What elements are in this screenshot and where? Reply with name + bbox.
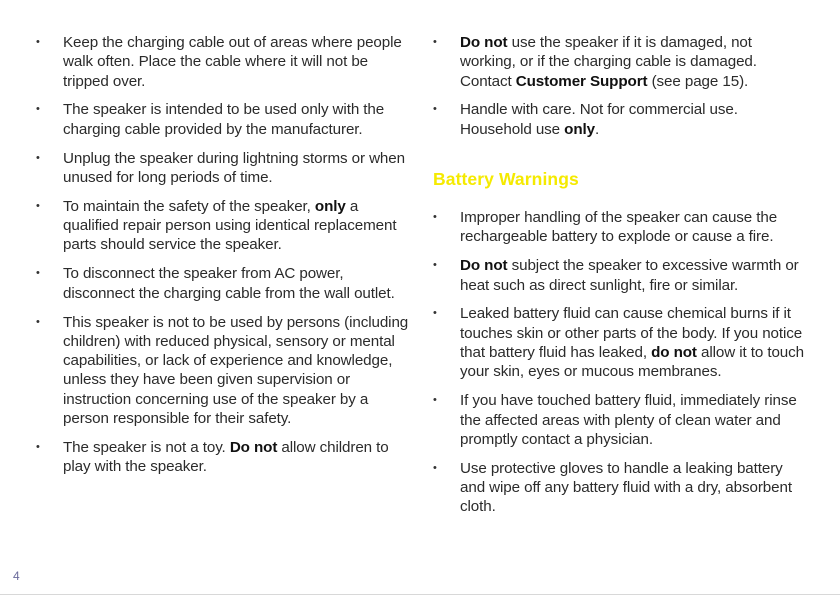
bullet-icon: • [433, 461, 437, 474]
item-text: This speaker is not to be used by persons (including children) with reduced physical, sensory or mental capabilities, or lack of experience and knowledge, unless they have been given supervision or instruction concerning use of the speaker by a person responsible for their safety. [63, 313, 409, 428]
battery-warnings-heading: Battery Warnings [433, 169, 579, 190]
emphasis-text: Do not [460, 34, 508, 51]
list-item [36, 100, 416, 139]
bullet-icon: • [433, 259, 437, 272]
item-text: Unplug the speaker during lightning storms or when unused for long periods of time. [63, 149, 405, 186]
item-text: (see page 15). [647, 72, 749, 90]
list-item [36, 264, 416, 303]
emphasis-text: only [564, 120, 595, 138]
list-item [433, 33, 805, 91]
item-text: a qualified repair person using identical replacement parts should service the speaker. [63, 197, 397, 254]
item-text: allow it to touch your skin, eyes or mucous membranes. [460, 344, 804, 381]
usage-list [433, 33, 805, 139]
item-text: To maintain the safety of the speaker, [63, 197, 315, 215]
emphasis-text: Do not [460, 257, 508, 275]
list-item [36, 149, 416, 188]
item-text: The speaker is not a toy. [63, 438, 230, 456]
list-item [36, 197, 416, 255]
emphasis-text: only [314, 197, 346, 215]
item-text: The speaker is intended to be used only with the charging cable provided by the manufacturer. [63, 101, 385, 138]
bullet-icon: • [433, 103, 437, 116]
left-column [36, 33, 416, 486]
item-text: use the speaker if it is damaged, not working, or if the charging cable is damaged. Contact [460, 34, 757, 90]
list-item [36, 33, 416, 91]
item-text: Improper handling of the speaker can cause the rechargeable battery to explode or cause a fire. [460, 209, 778, 246]
bullet-icon: • [433, 36, 437, 48]
bullet-icon: • [433, 307, 437, 320]
item-text: Keep the charging cable out of areas where people walk often. Place the cable where it will not be tripped over. [63, 34, 402, 90]
item-text: allow children to play with the speaker. [63, 438, 389, 476]
list-item [36, 313, 416, 429]
bullet-icon: • [433, 394, 437, 407]
bullet-icon: • [36, 103, 40, 116]
bullet-icon: • [36, 36, 40, 48]
item-text: Handle with care. Not for commercial use. Household use [460, 101, 738, 138]
bullet-icon: • [36, 440, 40, 453]
right-column [433, 33, 805, 526]
list-item [433, 391, 805, 449]
item-text: Use protective gloves to handle a leaking battery and wipe off any battery fluid with a dry, absorbent cloth. [460, 459, 792, 516]
item-text: Leaked battery fluid can cause chemical burns if it touches skin or other parts of the body. If you notice that battery fluid has leaked, [460, 305, 803, 362]
bullet-icon: • [36, 151, 40, 164]
safety-list [36, 33, 416, 477]
list-item [433, 208, 805, 247]
list-item [433, 100, 805, 139]
list-item [433, 304, 805, 381]
item-text: If you have touched battery fluid, immediately rinse the affected areas with plenty of clean water and promptly contact a physician. [460, 392, 797, 448]
bullet-icon: • [36, 199, 40, 212]
emphasis-text: Customer Support [515, 72, 648, 90]
item-text: subject the speaker to excessive warmth or heat such as direct sunlight, fire or similar. [460, 257, 799, 294]
list-item [433, 256, 805, 295]
bottom-divider [0, 594, 840, 595]
bullet-icon: • [36, 315, 40, 328]
bullet-icon: • [433, 211, 437, 224]
bullet-icon: • [36, 267, 40, 280]
list-item [433, 459, 805, 517]
emphasis-text: do not [651, 344, 697, 362]
list-item [36, 438, 416, 477]
item-text: . [594, 120, 600, 138]
emphasis-text: Do not [229, 438, 278, 456]
battery-warnings-list [433, 208, 805, 517]
item-text: To disconnect the speaker from AC power, disconnect the charging cable from the wall outlet. [63, 265, 395, 302]
page-number: 4 [13, 569, 20, 583]
